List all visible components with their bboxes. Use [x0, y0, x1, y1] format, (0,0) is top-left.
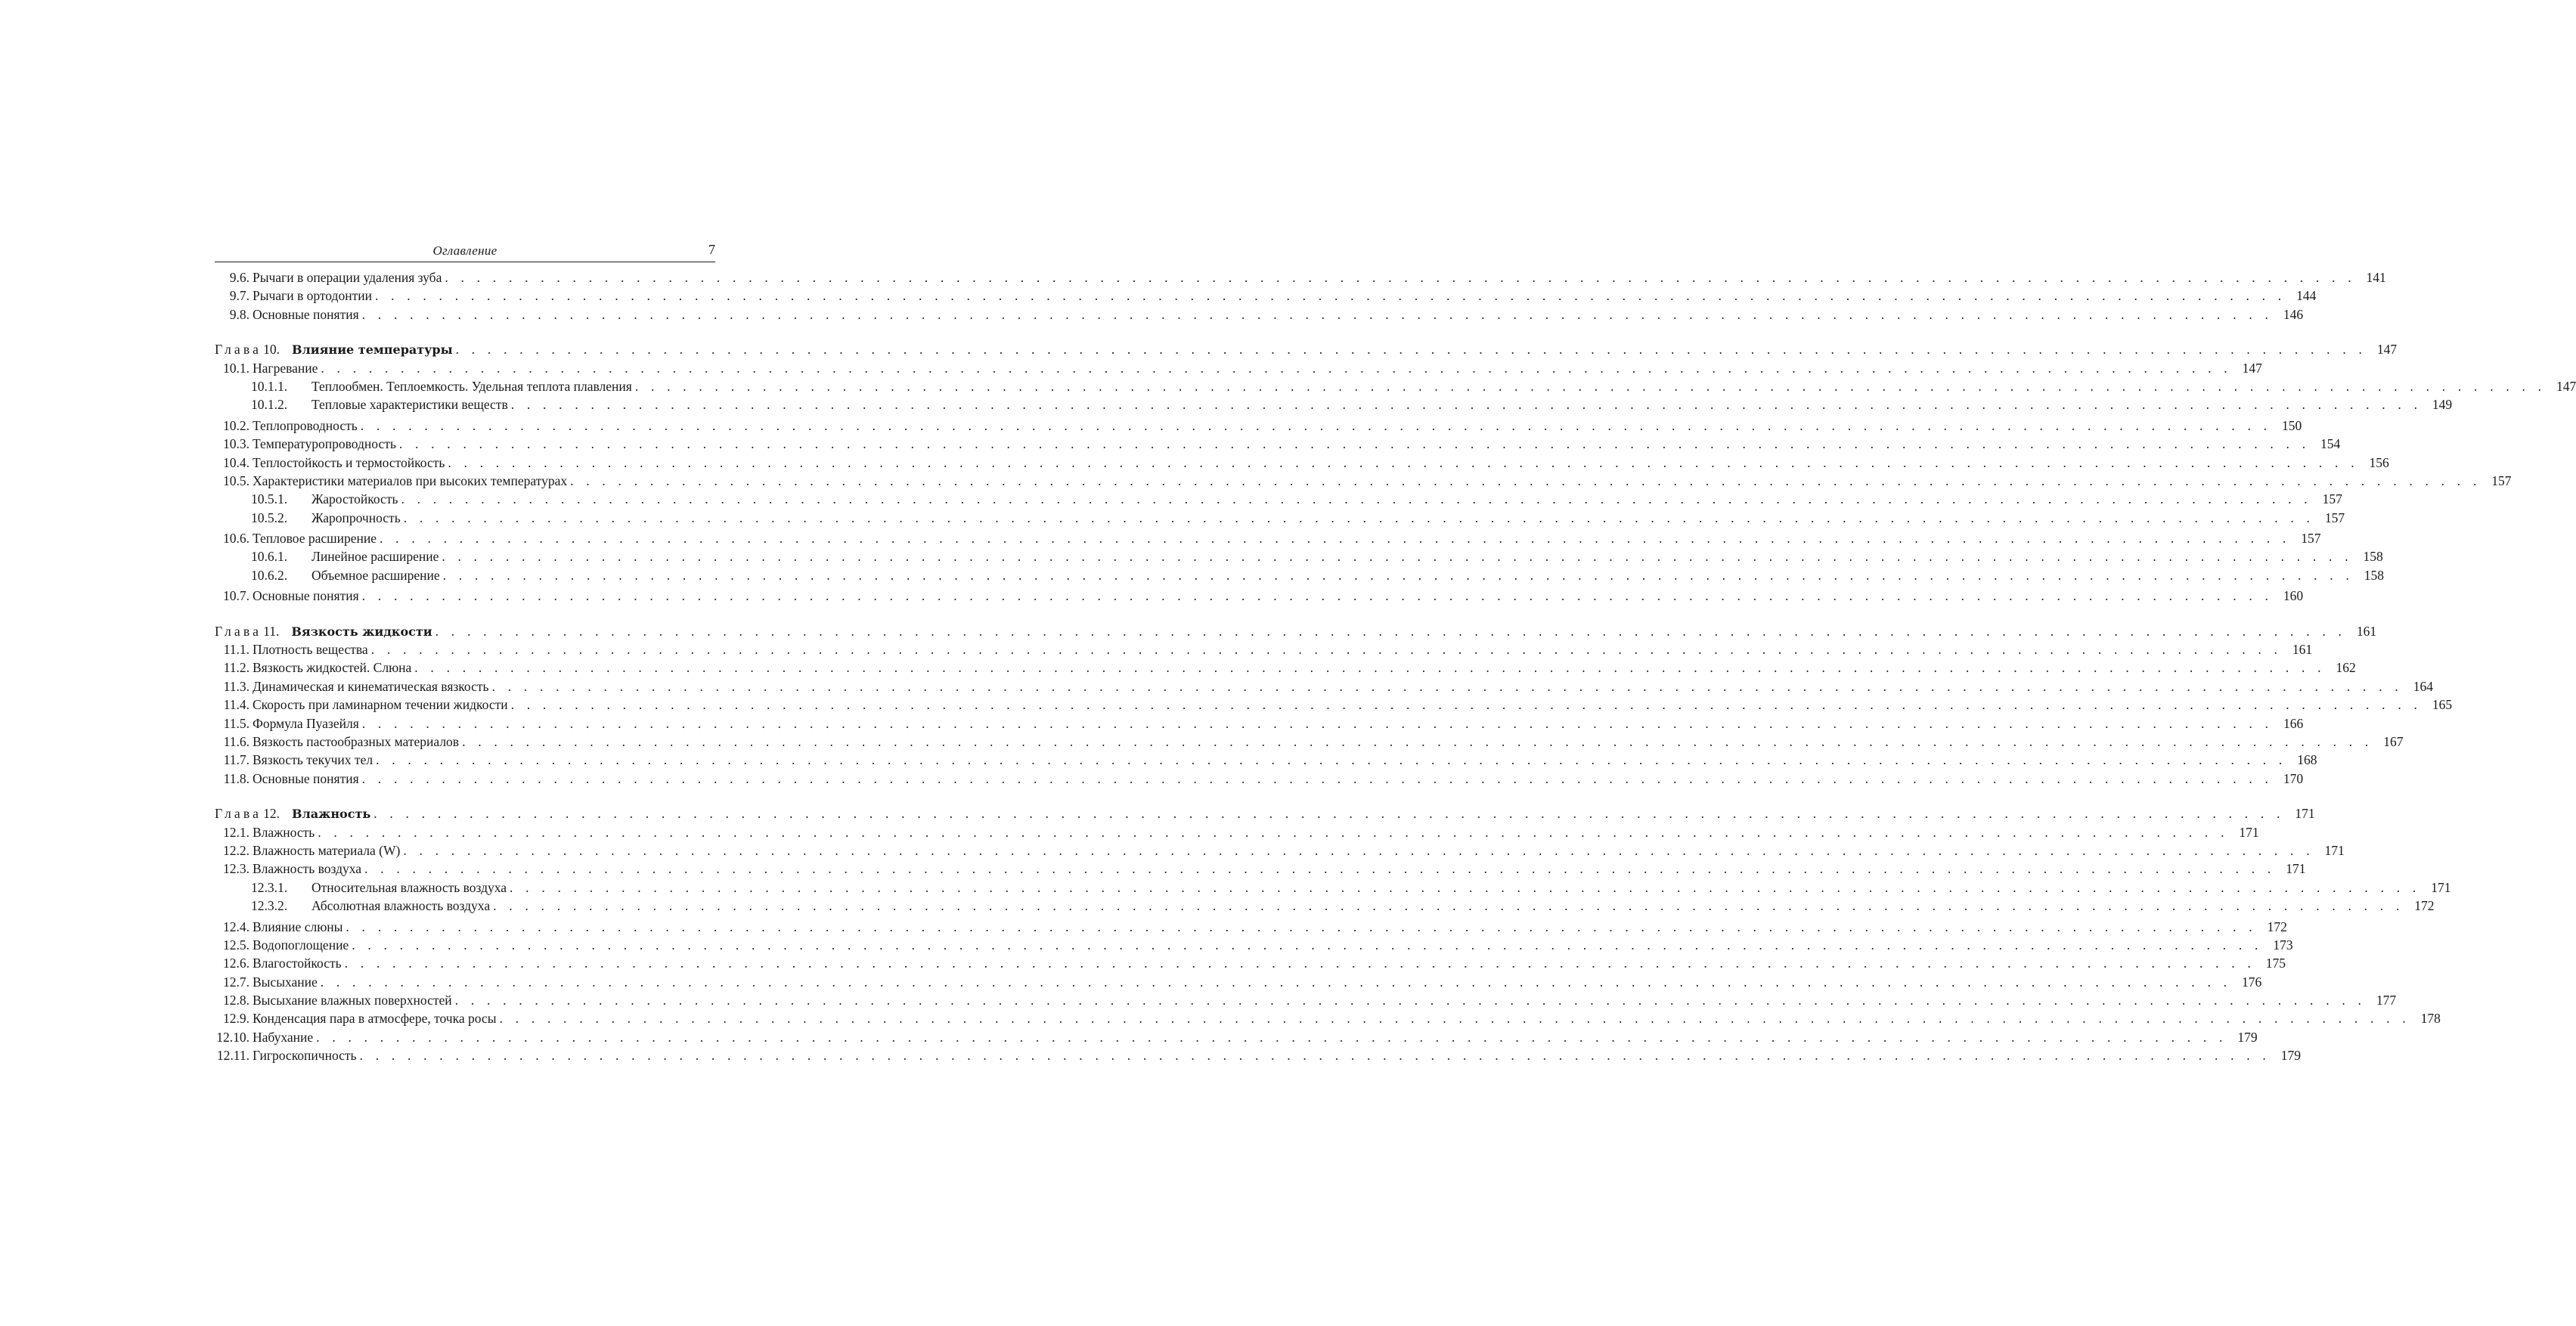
toc-section-entry[interactable] — [215, 714, 2304, 733]
dot-leader: . . . . . . . . . . . . . . . . . . . . . . . . . . . . . . . . . . . . . . . . . . . . . . . . . . . . . . . . . . . . . . . . . . . . . . . . . . . . . . . . . . . . . . . . . . . . . . . . . . . . . . . . . . . . . . . . . . . . . . . . — [454, 993, 2367, 1008]
entry-number: 10.6.2. — [251, 567, 288, 583]
entry-page: 171 — [2239, 824, 2259, 840]
toc-section-entry[interactable] — [215, 991, 2397, 1009]
chapter-page: 161 — [2356, 623, 2377, 639]
entry-number: 12.11. — [216, 1048, 250, 1064]
toc-section-entry[interactable] — [215, 841, 2345, 860]
toc-section-entry[interactable] — [215, 751, 2317, 769]
entry-number: 11.2. — [223, 660, 250, 676]
entry-number: 10.5. — [223, 472, 250, 488]
entry-title: Основные понятия — [253, 588, 359, 604]
entry-page: 165 — [2432, 697, 2453, 713]
dot-leader: . . . . . . . . . . . . . . . . . . . . . . . . . . . . . . . . . . . . . . . . . . . . . . . . . . . . . . . . . . . . . . . . . . . . . . . . . . . . . . . . . . . . . . . . . . . . . . . . . . . . . . . . . . . . . . . . . . . . . . . . — [510, 697, 2423, 713]
dot-leader: . . . . . . . . . . . . . . . . . . . . . . . . . . . . . . . . . . . . . . . . . . . . . . . . . . . . . . . . . . . . . . . . . . . . . . . . . . . . . . . . . . . . . . . . . . . . . . . . . . . . . . . . . . . . . . . . . . . . . . . . — [398, 436, 2311, 452]
entry-title: Формула Пуазейля — [253, 715, 359, 731]
chapter-page: 147 — [2376, 342, 2398, 358]
entry-page: 157 — [2491, 472, 2512, 488]
entry-page: 157 — [2322, 491, 2342, 507]
entry-number: 12.9. — [223, 1011, 250, 1027]
dot-leader: . . . . . . . . . . . . . . . . . . . . . . . . . . . . . . . . . . . . . . . . . . . . . . . . . . . . . . . . . . . . . . . . . . . . . . . . . . . . . . . . . . . . . . . . . . . . . . . . . . . . . . . . . . . . . . . . . . . . . . . . — [374, 288, 2286, 304]
running-header — [215, 242, 715, 262]
entry-title: Линейное расширение — [312, 549, 439, 565]
dot-leader: . . . . . . . . . . . . . . . . . . . . . . . . . . . . . . . . . . . . . . . . . . . . . . . . . . . . . . . . . . . . . . . . . . . . . . . . . . . . . . . . . . . . . . . . . . . . . . . . . . . . . . . . . . . . . . . . . . . . . . . . — [361, 588, 2274, 604]
entry-title: Тепловое расширение — [253, 531, 377, 547]
dot-leader: . . . . . . . . . . . . . . . . . . . . . . . . . . . . . . . . . . . . . . . . . . . . . . . . . . . . . . . . . . . . . . . . . . . . . . . . . . . . . . . . . . . . . . . . . . . . . . . . . . . . . . . . . . . . . . . . . . . . . . . . — [320, 974, 2232, 990]
dot-leader: . . . . . . . . . . . . . . . . . . . . . . . . . . . . . . . . . . . . . . . . . . . . . . . . . . . . . . . . . . . . . . . . . . . . . . . . . . . . . . . . . . . . . . . . . . . . . . . . . . . . . . . . . . . . . . . . . . . . . . . . — [403, 510, 2315, 525]
entry-title: Абсолютная влажность воздуха — [312, 898, 491, 914]
entry-number: 12.3.1. — [251, 879, 288, 895]
entry-page: 167 — [2383, 733, 2404, 749]
toc-section-entry[interactable] — [215, 860, 2306, 878]
dot-leader: . . . . . . . . . . . . . . . . . . . . . . . . . . . . . . . . . . . . . . . . . . . . . . . . . . . . . . . . . . . . . . . . . . . . . . . . . . . . . . . . . . . . . . . . . . . . . . . . . . . . . . . . . . . . . . . . . . . . . . . . — [442, 567, 2354, 583]
entry-page: 173 — [2273, 937, 2293, 953]
dot-leader: . . . . . . . . . . . . . . . . . . . . . . . . . . . . . . . . . . . . . . . . . . . . . . . . . . . . . . . . . . . . . . . . . . . . . . . . . . . . . . . . . . . . . . . . . . . . . . . . . . . . . . . . . . . . . . . . . . . . . . . . — [352, 937, 2263, 953]
dot-leader: . . . . . . . . . . . . . . . . . . . . . . . . . . . . . . . . . . . . . . . . . . . . . . . . . . . . . . . . . . . . . . . . . . . . . . . . . . . . . . . . . . . . . . . . . . . . . . . . . . . . . . . . . . . . . . . . . . . . . . . . — [634, 378, 2547, 394]
toc-section-entry[interactable] — [215, 696, 2453, 714]
toc-section-entry[interactable] — [215, 640, 2313, 658]
chapter-title: Вязкость жидкости — [291, 624, 432, 639]
toc-section-entry[interactable] — [215, 359, 2262, 377]
dot-leader: . . . . . . . . . . . . . . . . . . . . . . . . . . . . . . . . . . . . . . . . . . . . . . . . . . . . . . . . . . . . . . . . . . . . . . . . . . . . . . . . . . . . . . . . . . . . . . . . . . . . . . . . . . . . . . . . . . . . . . . . — [448, 454, 2359, 470]
toc-section-entry[interactable] — [215, 287, 2317, 305]
dot-leader: . . . . . . . . . . . . . . . . . . . . . . . . . . . . . . . . . . . . . . . . . . . . . . . . . . . . . . . . . . . . . . . . . . . . . . . . . . . . . . . . . . . . . . . . . . . . . . . . . . . . . . . . . . . . . . . . . . . . . . . . — [346, 919, 2257, 934]
dot-leader: . . . . . . . . . . . . . . . . . . . . . . . . . . . . . . . . . . . . . . . . . . . . . . . . . . . . . . . . . . . . . . . . . . . . . . . . . . . . . . . . . . . . . . . . . . . . . . . . . . . . . . . . . . . . . . . . . . . . . . . . — [445, 270, 2356, 285]
entry-number: 10.5.2. — [251, 510, 288, 525]
toc-section-entry[interactable] — [215, 454, 2389, 472]
toc-section-entry[interactable] — [215, 823, 2259, 841]
dot-leader: . . . . . . . . . . . . . . . . . . . . . . . . . . . . . . . . . . . . . . . . . . . . . . . . . . . . . . . . . . . . . . . . . . . . . . . . . . . . . . . . . . . . . . . . . . . . . . . . . . . . . . . . . . . . . . . . . . . . . . . . — [455, 342, 2367, 358]
chapter-prefix: Глава — [215, 342, 262, 358]
entry-number: 10.6. — [223, 531, 250, 547]
entry-title: Объемное расширение — [312, 567, 440, 583]
entry-title: Температуропроводность — [253, 436, 396, 452]
entry-number: 12.2. — [223, 842, 250, 858]
entry-title: Жаропрочность — [312, 510, 401, 525]
chapter-number: 10. — [263, 342, 280, 358]
page-number: 7 — [708, 242, 715, 257]
toc-subsection-entry[interactable] — [215, 566, 2385, 584]
entry-page: 154 — [2320, 436, 2341, 452]
dot-leader: . . . . . . . . . . . . . . . . . . . . . . . . . . . . . . . . . . . . . . . . . . . . . . . . . . . . . . . . . . . . . . . . . . . . . . . . . . . . . . . . . . . . . . . . . . . . . . . . . . . . . . . . . . . . . . . . . . . . . . . . — [380, 531, 2291, 547]
entry-title: Тепловые характеристики веществ — [312, 397, 508, 413]
entry-title: Влажность материала (W) — [253, 842, 401, 858]
entry-page: 179 — [2280, 1048, 2301, 1064]
entry-number: 12.4. — [223, 919, 250, 934]
toc-section-entry[interactable] — [215, 1046, 2301, 1064]
toc-subsection-entry[interactable] — [215, 878, 2451, 897]
entry-title: Динамическая и кинематическая вязкость — [253, 678, 489, 694]
entry-page: 156 — [2369, 454, 2389, 470]
entry-page: 141 — [2366, 270, 2386, 285]
dot-leader: . . . . . . . . . . . . . . . . . . . . . . . . . . . . . . . . . . . . . . . . . . . . . . . . . . . . . . . . . . . . . . . . . . . . . . . . . . . . . . . . . . . . . . . . . . . . . . . . . . . . . . . . . . . . . . . . . . . . . . . . — [435, 623, 2347, 639]
entry-number: 11.6. — [223, 733, 250, 749]
entry-page: 176 — [2241, 974, 2262, 990]
entry-page: 177 — [2376, 993, 2397, 1008]
table-of-contents — [215, 268, 2576, 1065]
entry-title: Рычаги в ортодонтии — [253, 288, 372, 304]
entry-page: 161 — [2292, 642, 2313, 658]
entry-number: 10.1.1. — [251, 378, 288, 394]
entry-number: 11.4. — [223, 697, 250, 713]
dot-leader: . . . . . . . . . . . . . . . . . . . . . . . . . . . . . . . . . . . . . . . . . . . . . . . . . . . . . . . . . . . . . . . . . . . . . . . . . . . . . . . . . . . . . . . . . . . . . . . . . . . . . . . . . . . . . . . . . . . . . . . . — [403, 842, 2314, 858]
chapter-title: Влияние температуры — [291, 342, 453, 358]
entry-page: 171 — [2431, 879, 2451, 895]
entry-page: 166 — [2283, 715, 2304, 731]
entry-page: 158 — [2363, 549, 2383, 565]
dot-leader: . . . . . . . . . . . . . . . . . . . . . . . . . . . . . . . . . . . . . . . . . . . . . . . . . . . . . . . . . . . . . . . . . . . . . . . . . . . . . . . . . . . . . . . . . . . . . . . . . . . . . . . . . . . . . . . . . . . . . . . . — [442, 549, 2353, 565]
entry-page: 147 — [2242, 360, 2262, 376]
dot-leader: . . . . . . . . . . . . . . . . . . . . . . . . . . . . . . . . . . . . . . . . . . . . . . . . . . . . . . . . . . . . . . . . . . . . . . . . . . . . . . . . . . . . . . . . . . . . . . . . . . . . . . . . . . . . . . . . . . . . . . . . — [499, 1011, 2410, 1027]
dot-leader: . . . . . . . . . . . . . . . . . . . . . . . . . . . . . . . . . . . . . . . . . . . . . . . . . . . . . . . . . . . . . . . . . . . . . . . . . . . . . . . . . . . . . . . . . . . . . . . . . . . . . . . . . . . . . . . . . . . . . . . . — [491, 678, 2403, 694]
entry-title: Гигроскопичность — [253, 1048, 357, 1064]
dot-leader: . . . . . . . . . . . . . . . . . . . . . . . . . . . . . . . . . . . . . . . . . . . . . . . . . . . . . . . . . . . . . . . . . . . . . . . . . . . . . . . . . . . . . . . . . . . . . . . . . . . . . . . . . . . . . . . . . . . . . . . . — [361, 770, 2274, 786]
entry-number: 12.10. — [216, 1029, 250, 1045]
entry-number: 10.5.1. — [251, 491, 288, 507]
dot-leader: . . . . . . . . . . . . . . . . . . . . . . . . . . . . . . . . . . . . . . . . . . . . . . . . . . . . . . . . . . . . . . . . . . . . . . . . . . . . . . . . . . . . . . . . . . . . . . . . . . . . . . . . . . . . . . . . . . . . . . . . — [462, 733, 2373, 749]
toc-section-entry[interactable] — [215, 658, 2356, 677]
entry-title: Конденсация пара в атмосфере, точка росы — [253, 1011, 497, 1027]
entry-page: 147 — [2556, 378, 2576, 394]
toc-subsection-entry[interactable] — [215, 490, 2342, 508]
dot-leader: . . . . . . . . . . . . . . . . . . . . . . . . . . . . . . . . . . . . . . . . . . . . . . . . . . . . . . . . . . . . . . . . . . . . . . . . . . . . . . . . . . . . . . . . . . . . . . . . . . . . . . . . . . . . . . . . . . . . . . . . — [401, 491, 2312, 507]
toc-section-entry[interactable] — [215, 973, 2262, 991]
entry-title: Влагостойкость — [253, 956, 342, 971]
toc-subsection-entry[interactable] — [215, 377, 2576, 395]
dot-leader: . . . . . . . . . . . . . . . . . . . . . . . . . . . . . . . . . . . . . . . . . . . . . . . . . . . . . . . . . . . . . . . . . . . . . . . . . . . . . . . . . . . . . . . . . . . . . . . . . . . . . . . . . . . . . . . . . . . . . . . . — [344, 956, 2256, 971]
entry-number: 12.7. — [223, 974, 250, 990]
dot-leader: . . . . . . . . . . . . . . . . . . . . . . . . . . . . . . . . . . . . . . . . . . . . . . . . . . . . . . . . . . . . . . . . . . . . . . . . . . . . . . . . . . . . . . . . . . . . . . . . . . . . . . . . . . . . . . . . . . . . . . . . — [361, 306, 2274, 322]
entry-number: 10.1.2. — [251, 397, 288, 413]
entry-title: Нагревание — [253, 360, 318, 376]
entry-title: Относительная влажность воздуха — [312, 879, 507, 895]
entry-title: Высыхание влажных поверхностей — [253, 993, 452, 1008]
dot-leader: . . . . . . . . . . . . . . . . . . . . . . . . . . . . . . . . . . . . . . . . . . . . . . . . . . . . . . . . . . . . . . . . . . . . . . . . . . . . . . . . . . . . . . . . . . . . . . . . . . . . . . . . . . . . . . . . . . . . . . . . — [359, 1048, 2271, 1064]
entry-title: Плотность вещества — [253, 642, 368, 658]
entry-page: 160 — [2283, 588, 2304, 604]
toc-section-entry[interactable] — [215, 1009, 2441, 1027]
entry-number: 10.4. — [223, 454, 250, 470]
toc-section-entry[interactable] — [215, 472, 2512, 490]
toc-section-entry[interactable] — [215, 417, 2302, 435]
entry-number: 10.6.1. — [251, 549, 288, 565]
toc-section-entry[interactable] — [215, 1028, 2258, 1046]
dot-leader: . . . . . . . . . . . . . . . . . . . . . . . . . . . . . . . . . . . . . . . . . . . . . . . . . . . . . . . . . . . . . . . . . . . . . . . . . . . . . . . . . . . . . . . . . . . . . . . . . . . . . . . . . . . . . . . . . . . . . . . . — [364, 861, 2276, 877]
entry-number: 11.7. — [223, 752, 250, 768]
dot-leader: . . . . . . . . . . . . . . . . . . . . . . . . . . . . . . . . . . . . . . . . . . . . . . . . . . . . . . . . . . . . . . . . . . . . . . . . . . . . . . . . . . . . . . . . . . . . . . . . . . . . . . . . . . . . . . . . . . . . . . . . — [318, 824, 2229, 840]
entry-page: 179 — [2237, 1029, 2258, 1045]
entry-page: 170 — [2283, 770, 2304, 786]
dot-leader: . . . . . . . . . . . . . . . . . . . . . . . . . . . . . . . . . . . . . . . . . . . . . . . . . . . . . . . . . . . . . . . . . . . . . . . . . . . . . . . . . . . . . . . . . . . . . . . . . . . . . . . . . . . . . . . . . . . . . . . . — [361, 715, 2274, 731]
entry-number: 11.8. — [223, 770, 250, 786]
entry-number: 12.3.2. — [251, 898, 288, 914]
chapter-heading[interactable] — [215, 804, 2315, 823]
entry-page: 171 — [2286, 861, 2306, 877]
toc-section-entry[interactable] — [215, 305, 2304, 324]
toc-section-entry[interactable] — [215, 529, 2321, 547]
toc-chapter — [215, 268, 2386, 324]
entry-page: 168 — [2297, 752, 2317, 768]
entry-number: 10.2. — [223, 417, 250, 433]
entry-number: 12.3. — [223, 861, 250, 877]
entry-title: Влияние слюны — [253, 919, 343, 934]
toc-section-entry[interactable] — [215, 435, 2341, 453]
running-title: Оглавление — [432, 243, 498, 258]
toc-section-entry[interactable] — [215, 918, 2287, 936]
entry-title: Основные понятия — [253, 306, 359, 322]
toc-section-entry[interactable] — [215, 587, 2304, 605]
entry-number: 11.5. — [223, 715, 250, 731]
entry-title: Жаростойкость — [312, 491, 398, 507]
chapter-heading[interactable] — [215, 622, 2377, 640]
entry-title: Вязкость жидкостей. Слюна — [253, 660, 412, 676]
entry-title: Рычаги в операции удаления зуба — [253, 270, 442, 285]
entry-title: Характеристики материалов при высоких температурах — [253, 472, 568, 488]
entry-title: Высыхание — [253, 974, 318, 990]
dot-leader: . . . . . . . . . . . . . . . . . . . . . . . . . . . . . . . . . . . . . . . . . . . . . . . . . . . . . . . . . . . . . . . . . . . . . . . . . . . . . . . . . . . . . . . . . . . . . . . . . . . . . . . . . . . . . . . . . . . . . . . . — [360, 417, 2272, 433]
entry-page: 144 — [2296, 288, 2317, 304]
chapter-title: Влажность — [291, 807, 371, 822]
toc-section-entry[interactable] — [215, 770, 2304, 788]
entry-number: 12.6. — [223, 956, 250, 971]
entry-page: 158 — [2364, 567, 2385, 583]
dot-leader: . . . . . . . . . . . . . . . . . . . . . . . . . . . . . . . . . . . . . . . . . . . . . . . . . . . . . . . . . . . . . . . . . . . . . . . . . . . . . . . . . . . . . . . . . . . . . . . . . . . . . . . . . . . . . . . . . . . . . . . . — [376, 752, 2287, 768]
dot-leader: . . . . . . . . . . . . . . . . . . . . . . . . . . . . . . . . . . . . . . . . . . . . . . . . . . . . . . . . . . . . . . . . . . . . . . . . . . . . . . . . . . . . . . . . . . . . . . . . . . . . . . . . . . . . . . . . . . . . . . . . — [510, 879, 2421, 895]
entry-number: 12.1. — [223, 824, 250, 840]
chapter-page: 171 — [2295, 806, 2315, 822]
toc-chapter — [215, 622, 2453, 788]
entry-title: Влажность — [253, 824, 315, 840]
toc-subsection-entry[interactable] — [215, 395, 2453, 414]
entry-title: Теплостойкость и термостойкость — [253, 454, 445, 470]
entry-number: 11.1. — [223, 642, 250, 658]
toc-section-entry[interactable] — [215, 268, 2386, 287]
entry-page: 164 — [2413, 678, 2433, 694]
dot-leader: . . . . . . . . . . . . . . . . . . . . . . . . . . . . . . . . . . . . . . . . . . . . . . . . . . . . . . . . . . . . . . . . . . . . . . . . . . . . . . . . . . . . . . . . . . . . . . . . . . . . . . . . . . . . . . . . . . . . . . . . — [570, 472, 2481, 488]
chapter-heading[interactable] — [215, 340, 2398, 358]
entry-page: 146 — [2283, 306, 2304, 322]
dot-leader: . . . . . . . . . . . . . . . . . . . . . . . . . . . . . . . . . . . . . . . . . . . . . . . . . . . . . . . . . . . . . . . . . . . . . . . . . . . . . . . . . . . . . . . . . . . . . . . . . . . . . . . . . . . . . . . . . . . . . . . . — [510, 397, 2423, 413]
dot-leader: . . . . . . . . . . . . . . . . . . . . . . . . . . . . . . . . . . . . . . . . . . . . . . . . . . . . . . . . . . . . . . . . . . . . . . . . . . . . . . . . . . . . . . . . . . . . . . . . . . . . . . . . . . . . . . . . . . . . . . . . — [316, 1029, 2227, 1045]
entry-page: 162 — [2336, 660, 2356, 676]
entry-number: 9.8. — [229, 306, 250, 322]
chapter-prefix: Глава — [215, 623, 262, 639]
dot-leader: . . . . . . . . . . . . . . . . . . . . . . . . . . . . . . . . . . . . . . . . . . . . . . . . . . . . . . . . . . . . . . . . . . . . . . . . . . . . . . . . . . . . . . . . . . . . . . . . . . . . . . . . . . . . . . . . . . . . . . . . — [370, 642, 2283, 658]
entry-number: 10.1. — [223, 360, 250, 376]
entry-page: 178 — [2420, 1011, 2441, 1027]
entry-title: Вязкость текучих тел — [253, 752, 374, 768]
entry-page: 150 — [2281, 417, 2302, 433]
dot-leader: . . . . . . . . . . . . . . . . . . . . . . . . . . . . . . . . . . . . . . . . . . . . . . . . . . . . . . . . . . . . . . . . . . . . . . . . . . . . . . . . . . . . . . . . . . . . . . . . . . . . . . . . . . . . . . . . . . . . . . . . — [493, 898, 2404, 914]
entry-title: Основные понятия — [253, 770, 359, 786]
entry-page: 171 — [2324, 842, 2345, 858]
dot-leader: . . . . . . . . . . . . . . . . . . . . . . . . . . . . . . . . . . . . . . . . . . . . . . . . . . . . . . . . . . . . . . . . . . . . . . . . . . . . . . . . . . . . . . . . . . . . . . . . . . . . . . . . . . . . . . . . . . . . . . . . — [321, 360, 2232, 376]
entry-page: 175 — [2265, 956, 2286, 971]
entry-number: 9.7. — [229, 288, 250, 304]
entry-title: Скорость при ламинарном течении жидкости — [253, 697, 508, 713]
entry-number: 12.8. — [223, 993, 250, 1008]
entry-number: 9.6. — [229, 270, 250, 285]
entry-page: 149 — [2432, 397, 2453, 413]
entry-page: 157 — [2324, 510, 2345, 525]
entry-title: Теплообмен. Теплоемкость. Удельная теплота плавления — [312, 378, 632, 394]
toc-chapter — [215, 340, 2576, 605]
entry-number: 12.5. — [223, 937, 250, 953]
chapter-number: 12. — [263, 806, 280, 822]
entry-number: 11.3. — [223, 678, 250, 694]
toc-chapter — [215, 804, 2451, 1064]
toc-section-entry[interactable] — [215, 677, 2433, 696]
entry-page: 172 — [2414, 898, 2435, 914]
dot-leader: . . . . . . . . . . . . . . . . . . . . . . . . . . . . . . . . . . . . . . . . . . . . . . . . . . . . . . . . . . . . . . . . . . . . . . . . . . . . . . . . . . . . . . . . . . . . . . . . . . . . . . . . . . . . . . . . . . . . . . . . — [374, 806, 2285, 822]
entry-title: Водопоглощение — [253, 937, 349, 953]
toc-section-entry[interactable] — [215, 733, 2404, 751]
entry-title: Вязкость пастообразных материалов — [253, 733, 460, 749]
chapter-number: 11. — [263, 623, 280, 639]
toc-subsection-entry[interactable] — [215, 547, 2383, 565]
entry-number: 10.3. — [223, 436, 250, 452]
toc-page — [215, 242, 2576, 1065]
toc-section-entry[interactable] — [215, 936, 2293, 954]
entry-title: Теплопроводность — [253, 417, 358, 433]
entry-title: Набухание — [253, 1029, 314, 1045]
entry-page: 172 — [2267, 919, 2287, 934]
entry-number: 10.7. — [223, 588, 250, 604]
chapter-prefix: Глава — [215, 806, 262, 822]
dot-leader: . . . . . . . . . . . . . . . . . . . . . . . . . . . . . . . . . . . . . . . . . . . . . . . . . . . . . . . . . . . . . . . . . . . . . . . . . . . . . . . . . . . . . . . . . . . . . . . . . . . . . . . . . . . . . . . . . . . . . . . . — [414, 660, 2326, 676]
toc-subsection-entry[interactable] — [215, 509, 2345, 527]
entry-page: 157 — [2301, 531, 2321, 547]
toc-section-entry[interactable] — [215, 954, 2286, 972]
entry-title: Влажность воздуха — [253, 861, 362, 877]
toc-subsection-entry[interactable] — [215, 897, 2435, 915]
